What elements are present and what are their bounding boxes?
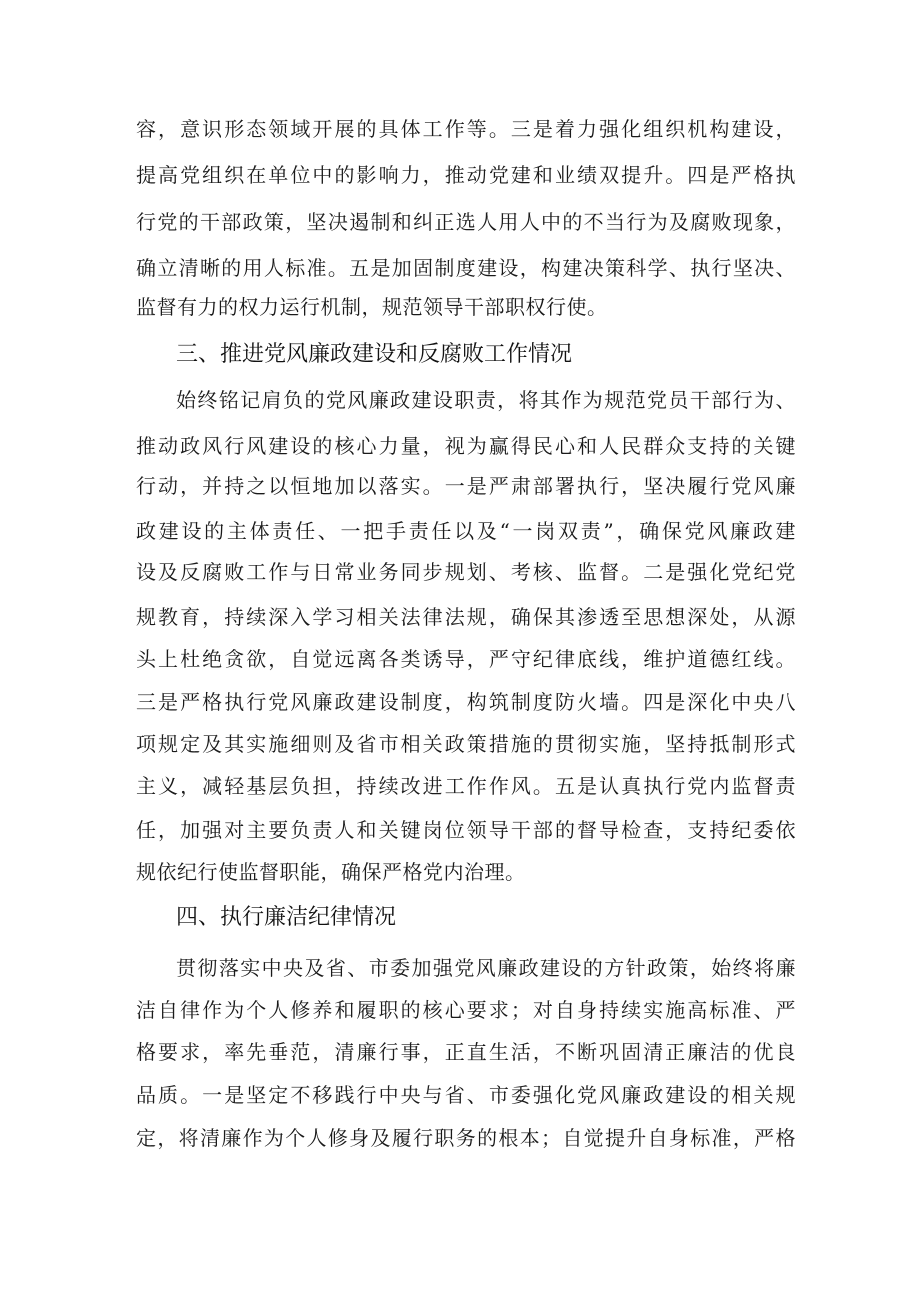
paragraph-line: 提高党组织在单位中的影响力，推动党建和业绩双提升。四是严格执 [136, 163, 796, 187]
paragraph-line: 头上杜绝贪欲，自觉远离各类诱导，严守纪律底线，维护道德红线。 [136, 647, 796, 671]
paragraph-line: 品质。一是坚定不移践行中央与省、市委强化党风廉政建设的相关规 [136, 1083, 796, 1107]
paragraph-line: 设及反腐败工作与日常业务同步规划、考核、监督。二是强化党纪党 [136, 560, 796, 584]
paragraph-line: 行党的干部政策，坚决遏制和纠正选人用人中的不当行为及腐败现象， [136, 210, 796, 234]
paragraph-line: 项规定及其实施细则及省市相关政策措施的贯彻实施，坚持抵制形式 [136, 732, 796, 756]
paragraph-line: 主义，减轻基层负担，持续改进工作作风。五是认真执行党内监督责 [136, 774, 796, 798]
paragraph-line: 始终铭记肩负的党风廉政建设职责，将其作为规范党员干部行为、 [176, 388, 796, 412]
paragraph-line: 任，加强对主要负责人和关键岗位领导干部的督导检查，支持纪委依 [136, 818, 796, 842]
paragraph-line: 政建设的主体责任、一把手责任以及“一岗双责”，确保党风廉政建 [136, 519, 796, 543]
paragraph-line: 定，将清廉作为个人修身及履行职务的根本；自觉提升自身标准，严格 [136, 1126, 796, 1150]
paragraph-line: 洁自律作为个人修养和履职的核心要求；对自身持续实施高标准、严 [136, 998, 796, 1022]
paragraph-line: 监督有力的权力运行机制，规范领导干部职权行使。 [136, 295, 608, 319]
section-heading: 四、执行廉洁纪律情况 [176, 905, 397, 930]
paragraph-line: 贯彻落实中央及省、市委加强党风廉政建设的方针政策，始终将廉 [176, 956, 796, 980]
paragraph-line: 确立清晰的用人标准。五是加固制度建设，构建决策科学、执行坚决、 [136, 256, 796, 280]
paragraph-line: 规依纪行使监督职能，确保严格党内治理。 [136, 860, 526, 884]
paragraph-line: 推动政风行风建设的核心力量，视为赢得民心和人民群众支持的关键 [136, 434, 796, 458]
paragraph-line: 容，意识形态领域开展的具体工作等。三是着力强化组织机构建设， [136, 117, 796, 141]
section-heading: 三、推进党风廉政建设和反腐败工作情况 [176, 342, 573, 367]
paragraph-line: 规教育，持续深入学习相关法律法规，确保其渗透至思想深处，从源 [136, 605, 796, 629]
paragraph-line: 行动，并持之以恒地加以落实。一是严肃部署执行，坚决履行党风廉 [136, 474, 796, 498]
paragraph-line: 三是严格执行党风廉政建设制度，构筑制度防火墙。四是深化中央八 [136, 690, 796, 714]
paragraph-line: 格要求，率先垂范，清廉行事，正直生活，不断巩固清正廉洁的优良 [136, 1040, 796, 1064]
